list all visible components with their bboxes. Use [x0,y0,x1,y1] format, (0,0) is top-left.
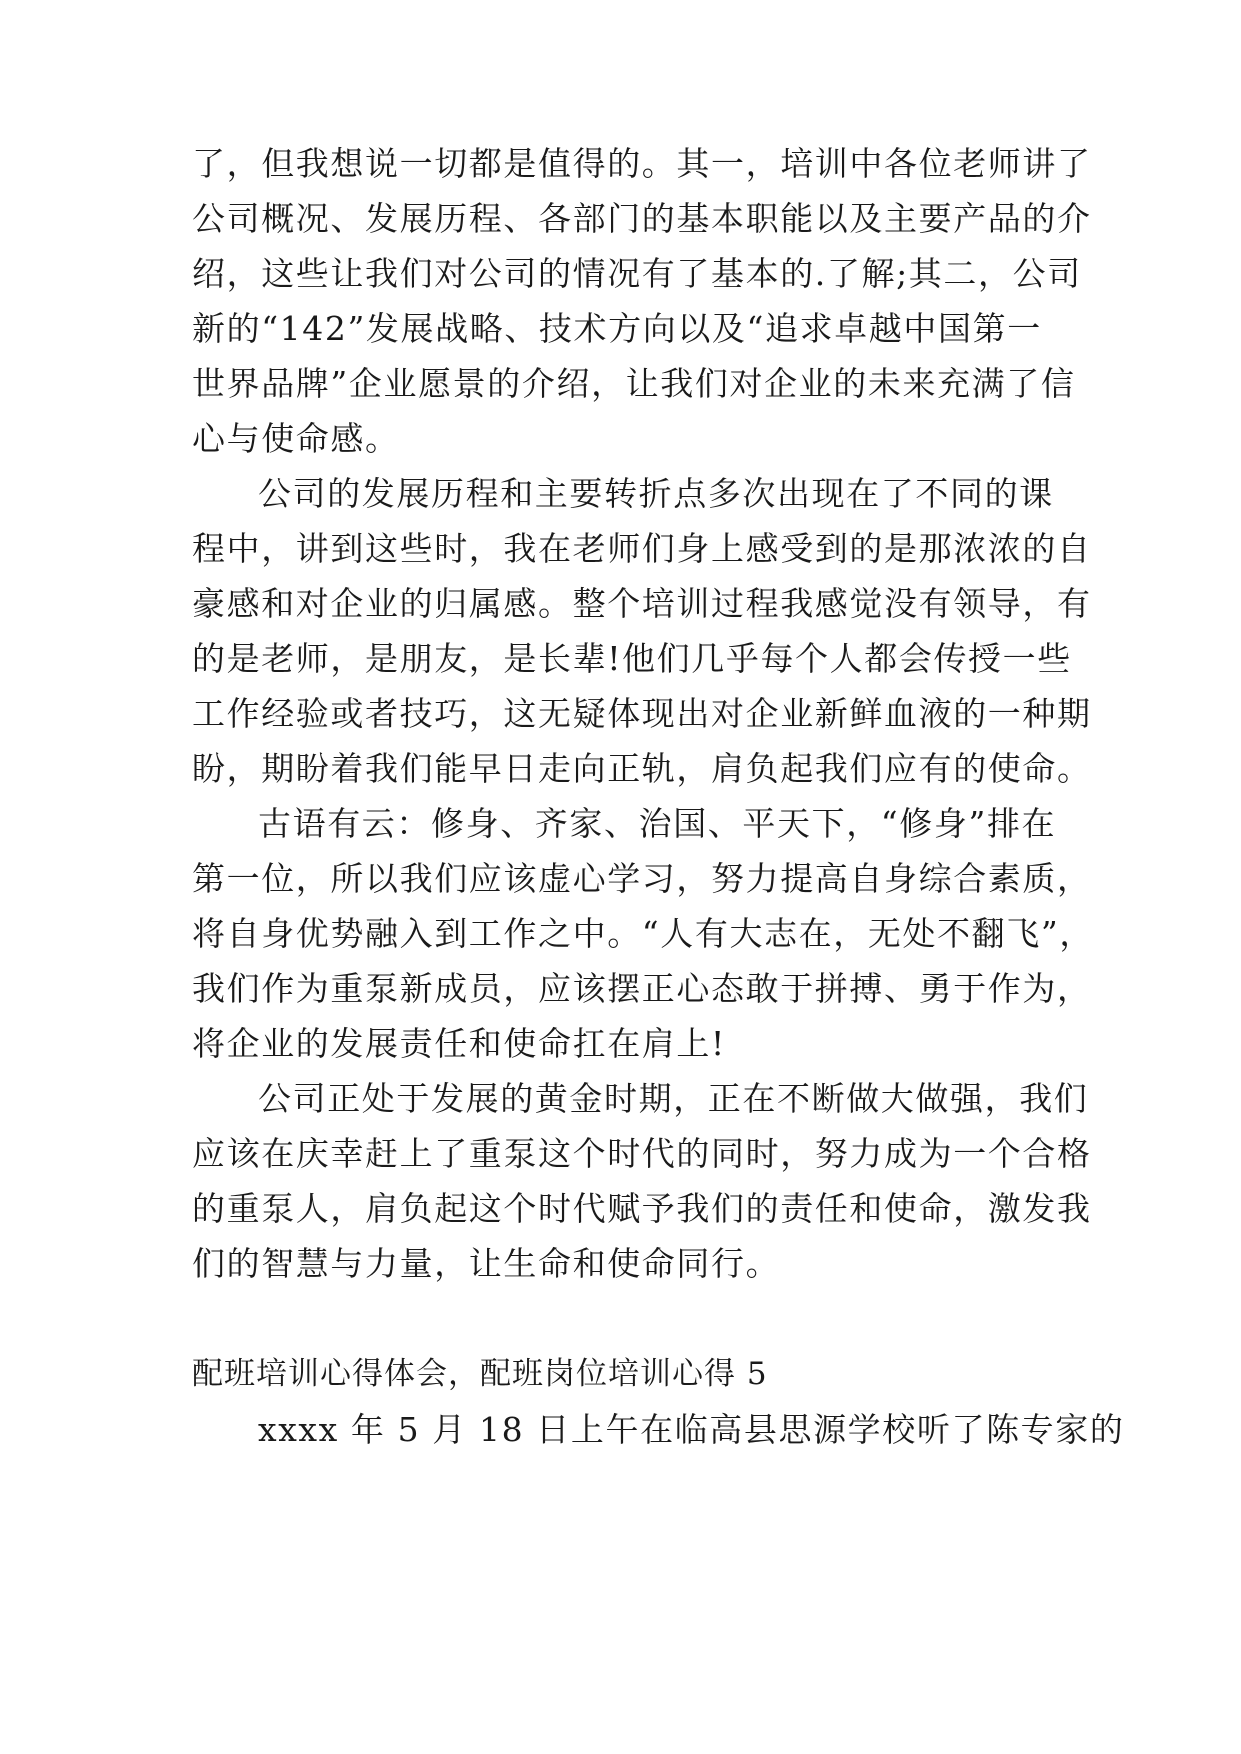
text-line: 的重泵人，肩负起这个时代赋予我们的责任和使命，激发我 [192,1189,1092,1228]
text-line: 绍，这些让我们对公司的情况有了基本的.了解;其二，公司 [192,254,1082,293]
text-line: 将自身优势融入到工作之中。“人有大志在，无处不翻飞”， [192,914,1094,953]
text-line: 将企业的发展责任和使命扛在肩上! [192,1024,726,1063]
text-line: 们的智慧与力量，让生命和使命同行。 [192,1244,781,1283]
text-line: 古语有云：修身、齐家、治国、平天下，“修身”排在 [258,804,1057,843]
text-line: 公司的发展历程和主要转折点多次出现在了不同的课 [258,474,1054,513]
text-line: xxxx 年 5 月 18 日上午在临高县思源学校听了陈专家的 [258,1410,1125,1449]
text-line: 了，但我想说一切都是值得的。其一，培训中各位老师讲了 [192,144,1092,183]
section-heading: 配班培训心得体会，配班岗位培训心得 5 [192,1356,768,1392]
text-line: 豪感和对企业的归属感。整个培训过程我感觉没有领导，有 [192,584,1092,623]
text-line: 工作经验或者技巧，这无疑体现出对企业新鲜血液的一种期 [192,694,1092,733]
text-line: 公司正处于发展的黄金时期，正在不断做大做强，我们 [258,1079,1089,1118]
text-line: 公司概况、发展历程、各部门的基本职能以及主要产品的介 [192,199,1092,238]
text-line: 第一位，所以我们应该虚心学习，努力提高自身综合素质， [192,859,1092,898]
text-line: 程中，讲到这些时，我在老师们身上感受到的是那浓浓的自 [192,529,1092,568]
text-line: 我们作为重泵新成员，应该摆正心态敢于拼搏、勇于作为， [192,969,1092,1008]
text-line: 心与使命感。 [192,419,400,458]
text-line: 世界品牌”企业愿景的介绍，让我们对企业的未来充满了信 [192,364,1076,403]
text-line: 的是老师，是朋友，是长辈!他们几乎每个人都会传授一些 [192,639,1072,678]
text-line: 盼，期盼着我们能早日走向正轨，肩负起我们应有的使命。 [192,749,1092,788]
text-line: 应该在庆幸赶上了重泵这个时代的同时，努力成为一个合格 [192,1134,1092,1173]
text-line: 新的“142”发展战略、技术方向以及“追求卓越中国第一 [192,309,1042,348]
